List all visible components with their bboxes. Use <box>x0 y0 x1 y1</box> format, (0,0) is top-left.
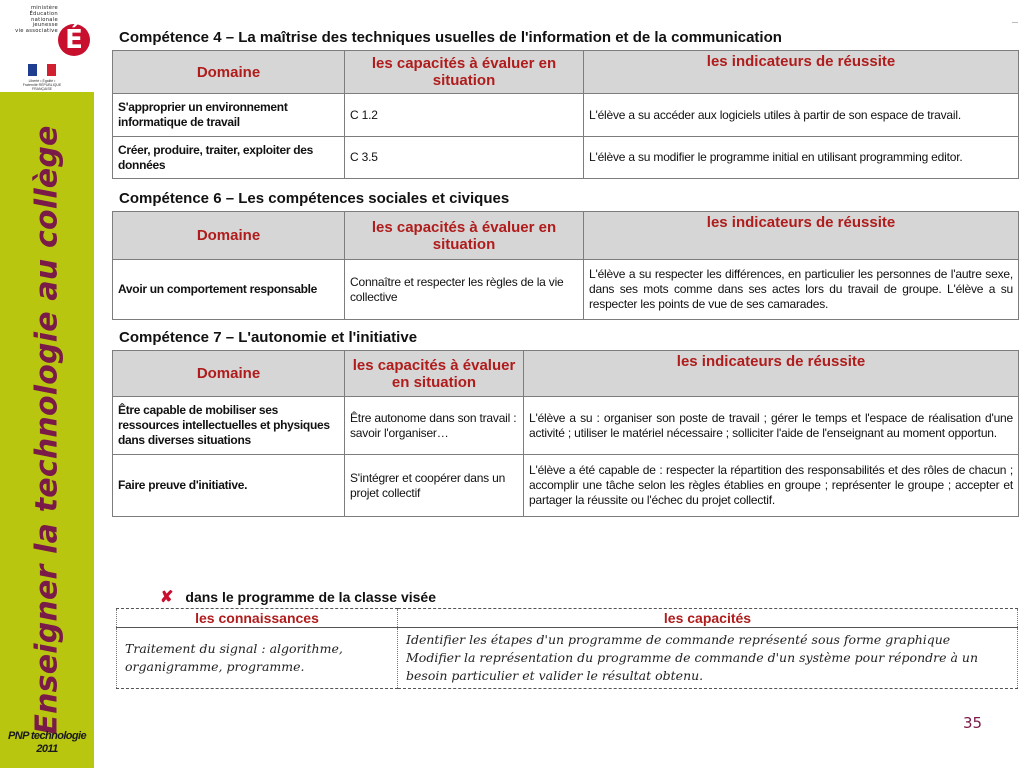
table-row <box>113 260 1019 320</box>
capacite-cell: C 1.2 <box>345 94 584 137</box>
capacite-cell: Connaître et respecter les règles de la vie collective <box>345 260 584 320</box>
table-row <box>113 397 1019 455</box>
header-indicateurs: les indicateurs de réussite <box>584 212 1019 260</box>
ministry-line: Éducation <box>29 10 58 17</box>
section-title-competence-6: Compétence 6 – Les compétences sociales et civiques <box>119 190 510 207</box>
domaine-cell: S'approprier un environnement informatique de travail <box>113 94 345 137</box>
cross-bullet-icon: ✘ <box>160 589 174 606</box>
sidebar-footer <box>0 730 94 756</box>
capacites-cell <box>398 628 1018 689</box>
table-row <box>113 455 1019 517</box>
programme-table <box>116 608 1018 689</box>
header-capacites: les capacités à évaluer en situation <box>345 212 584 260</box>
header-capacites-programme: les capacités <box>398 609 1018 628</box>
ministry-logo-area <box>0 0 94 92</box>
education-logo-icon: É <box>58 24 90 56</box>
section-title-competence-4: Compétence 4 – La maîtrise des techniques usuelles de l'information et de la communication <box>119 29 782 46</box>
indicateur-cell: L'élève a su modifier le programme initial en utilisant programming editor. <box>584 137 1019 179</box>
domaine-cell: Créer, produire, traiter, exploiter des données <box>113 137 345 179</box>
ministry-line: jeunesse <box>32 22 58 29</box>
indicateur-cell: L'élève a su : organiser son poste de travail ; gérer le temps et l'espace de réalisation d'une activité ; utiliser le matériel nécessaire ; solliciter l'aide de l'enseignant au moment opportun. <box>524 397 1019 455</box>
ministry-name <box>15 6 58 35</box>
connaissances-cell: Traitement du signal : algorithme, organigramme, programme. <box>117 628 398 689</box>
competence-4-table <box>112 50 1019 179</box>
footer-year: 2011 <box>36 743 58 755</box>
header-capacites: les capacités à évaluer en situation <box>345 51 584 94</box>
table-row <box>113 94 1019 137</box>
programme-heading-text: dans le programme de la classe visée <box>185 589 436 605</box>
sidebar-vertical-title: Enseigner la technologie au collège <box>29 125 65 735</box>
header-connaissances: les connaissances <box>117 609 398 628</box>
section-title-competence-7: Compétence 7 – L'autonomie et l'initiative <box>119 329 418 346</box>
capacite-cell: C 3.5 <box>345 137 584 179</box>
capacite-line: Modifier la représentation du programme de commande d'un système pour répondre à un besoin particulier et valider le résultat obtenu. <box>406 650 979 683</box>
domaine-cell: Avoir un comportement responsable <box>113 260 345 320</box>
header-indicateurs: les indicateurs de réussite <box>524 351 1019 397</box>
header-domaine: Domaine <box>113 351 345 397</box>
republic-caption: Liberté • Égalité • Fraternité RÉPUBLIQUE FRANÇAISE <box>22 79 62 91</box>
header-domaine: Domaine <box>113 212 345 260</box>
competence-7-table <box>112 350 1019 517</box>
header-capacites: les capacités à évaluer en situation <box>345 351 524 397</box>
header-indicateurs: les indicateurs de réussite <box>584 51 1019 94</box>
capacite-cell: Être autonome dans son travail : savoir l'organiser… <box>345 397 524 455</box>
domaine-cell: Faire preuve d'initiative. <box>113 455 345 517</box>
indicateur-cell: L'élève a su respecter les différences, en particulier les personnes de l'autre sexe, dans ses mots comme dans ses actes lors du travail de groupe. L'élève a su respecter les points de vue de ses camarades. <box>584 260 1019 320</box>
table-row <box>117 628 1018 689</box>
domaine-cell: Être capable de mobiliser ses ressources intellectuelles et physiques dans diverses situations <box>113 397 345 455</box>
competence-6-table <box>112 211 1019 320</box>
indicateur-cell: L'élève a été capable de : respecter la répartition des responsabilités et des rôles de chacun ; accomplir une tâche selon les règles établies en groupe ; représenter le groupe ; accepter et partager la réussite ou l'échec du projet collectif. <box>524 455 1019 517</box>
table-row <box>113 137 1019 179</box>
page-number: 35 <box>963 714 983 732</box>
ministry-line: ministère <box>30 5 58 11</box>
ministry-line: nationale <box>31 16 58 23</box>
footer-program: PNP technologie <box>8 730 86 742</box>
header-domaine: Domaine <box>113 51 345 94</box>
ministry-line: vie associative <box>15 28 58 35</box>
capacite-line: Identifier les étapes d'un programme de commande représenté sous forme graphique <box>406 632 951 647</box>
corner-dash <box>1012 22 1018 23</box>
programme-heading <box>160 587 436 607</box>
french-flag-icon <box>28 64 56 76</box>
capacite-cell: S'intégrer et coopérer dans un projet collectif <box>345 455 524 517</box>
indicateur-cell: L'élève a su accéder aux logiciels utiles à partir de son espace de travail. <box>584 94 1019 137</box>
